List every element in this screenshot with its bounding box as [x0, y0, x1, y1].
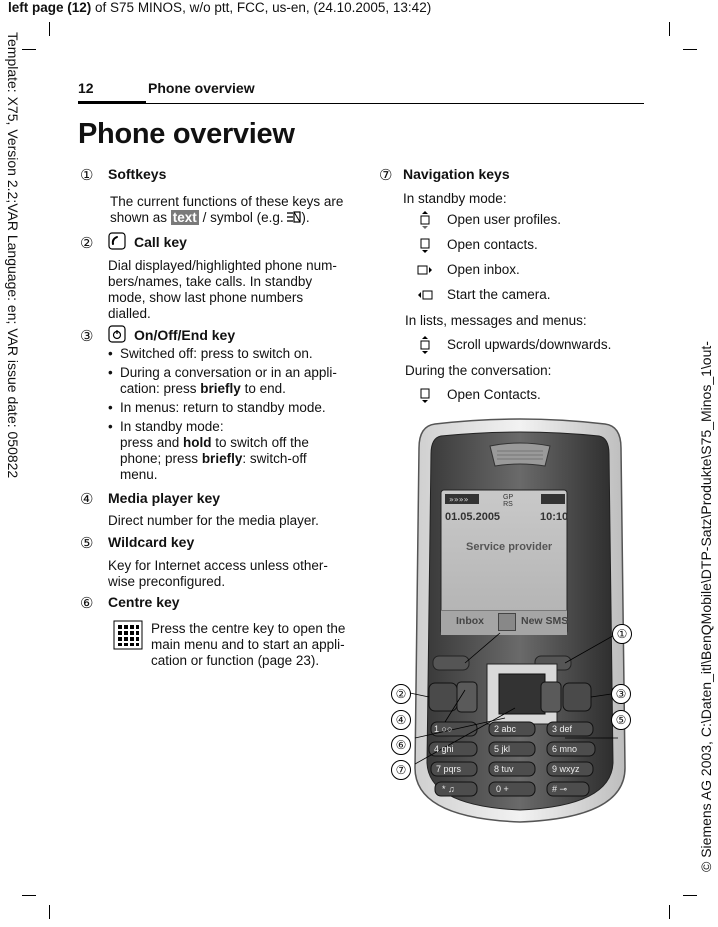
nav-right-icon: [415, 260, 435, 280]
gprs-indicator: GP RS: [503, 494, 514, 508]
crop-mark: [22, 49, 36, 50]
nav-row-text: Open Contacts.: [447, 387, 541, 402]
item-heading: Media player key: [108, 490, 221, 506]
menu-grid-icon: [113, 620, 143, 650]
item-number: ②: [80, 235, 94, 252]
key-5: 5 jkl: [494, 744, 511, 754]
running-title: Phone overview: [148, 80, 255, 96]
item-number: ③: [80, 328, 94, 345]
bullet-list: [108, 346, 348, 486]
crop-mark: [683, 49, 697, 50]
key-8: 8 tuv: [494, 764, 514, 774]
callout-3: ③: [611, 684, 631, 704]
item-number: ①: [80, 167, 94, 184]
crop-mark: [669, 905, 670, 919]
header-rule: [78, 103, 644, 104]
key-1: 1 ○○: [434, 724, 453, 734]
nav-down-icon: [415, 385, 435, 405]
key-4: 4 ghi: [434, 744, 454, 754]
nav-row-text: Scroll upwards/downwards.: [447, 337, 612, 352]
item-heading: On/Off/End key: [134, 327, 236, 343]
softkey-symbol-icon: [287, 211, 301, 223]
list-item: • In menus: return to standby mode.: [108, 400, 348, 416]
item-number: ⑥: [80, 595, 94, 612]
key-star: * ♫: [442, 784, 455, 794]
item-text: Key for Internet access unless other- wise preconfigured.: [108, 558, 328, 589]
list-item: • Switched off: press to switch on.: [108, 346, 348, 362]
page-number: 12: [78, 80, 94, 96]
key-3: 3 def: [552, 724, 573, 734]
screen-time: 10:10: [540, 511, 569, 523]
nav-row-text: Open contacts.: [447, 237, 538, 252]
item-number: ④: [80, 491, 94, 508]
item-heading: Softkeys: [108, 166, 167, 182]
callout-5: ⑤: [611, 710, 631, 730]
end-key-icon: [108, 325, 126, 343]
item-text: The current functions of these keys are shown as text / symbol (e.g. ).: [110, 194, 344, 225]
screen-provider: Service provider: [466, 541, 553, 553]
nav-row-text: Open user profiles.: [447, 212, 562, 227]
callout-6: ⑥: [391, 735, 411, 755]
key-0: 0 +: [496, 784, 509, 794]
item-heading: Centre key: [108, 594, 180, 610]
item-text: Press the centre key to open the main menu and to start an appli- cation or function (page 23).: [151, 621, 346, 668]
standby-label: In standby mode:: [403, 191, 507, 206]
callout-7: ⑦: [391, 760, 411, 780]
page-title: Phone overview: [78, 118, 295, 150]
conversation-label: During the conversation:: [405, 363, 552, 378]
screen-softkey-right: New SMS: [521, 615, 569, 627]
item-heading: Navigation keys: [403, 166, 510, 182]
item-heading: Wildcard key: [108, 534, 195, 550]
item-number: ⑦: [379, 167, 393, 184]
callout-1: ①: [612, 624, 632, 644]
nav-down-icon: [415, 235, 435, 255]
nav-up-down-icon: [415, 335, 435, 355]
nav-up-down-icon: [415, 210, 435, 230]
nav-row-text: Start the camera.: [447, 287, 551, 302]
lists-label: In lists, messages and menus:: [405, 313, 587, 328]
key-7: 7 pqrs: [436, 764, 462, 774]
key-9: 9 wxyz: [552, 764, 580, 774]
key-2: 2 abc: [494, 724, 517, 734]
crop-mark: [683, 895, 697, 896]
svg-text:»»»»: »»»»: [449, 495, 469, 504]
item-text: Dial displayed/highlighted phone num- bers/names, take calls. In standby mode, show last phone numbers dialled.: [108, 258, 337, 321]
screen-date: 01.05.2005: [445, 511, 501, 523]
list-item: • In standby mode: press and hold to switch off the phone; press briefly: switch-off menu.: [108, 419, 348, 483]
key-6: 6 mno: [552, 744, 578, 754]
callout-4: ④: [391, 710, 411, 730]
copyright-vertical: © Siemens AG 2003, C:\Daten_itl\BenQMobile\DTP-Satz\Produkte\S75_Minos_1\out-: [698, 341, 714, 872]
crop-mark: [49, 22, 50, 36]
nav-left-icon: [415, 285, 435, 305]
item-text: Direct number for the media player.: [108, 513, 319, 528]
item-number: ⑤: [80, 535, 94, 552]
crop-mark: [49, 905, 50, 919]
nav-row-text: Open inbox.: [447, 262, 520, 277]
screen-softkey-left: Inbox: [456, 615, 484, 627]
call-key-icon: [108, 232, 126, 250]
source-info-line: left page (12) of S75 MINOS, w/o ptt, FCC, us-en, (24.10.2005, 13:42): [8, 0, 432, 15]
crop-mark: [22, 895, 36, 896]
item-heading: Call key: [134, 234, 187, 250]
callout-2: ②: [391, 684, 411, 704]
template-info-vertical: Template: X75, Version 2.2;VAR Language: en; VAR issue date: 050822: [5, 32, 21, 479]
list-item: • During a conversation or in an appli- cation: press briefly to end.: [108, 365, 348, 397]
key-hash: # ⊸: [552, 784, 568, 794]
crop-mark: [669, 22, 670, 36]
